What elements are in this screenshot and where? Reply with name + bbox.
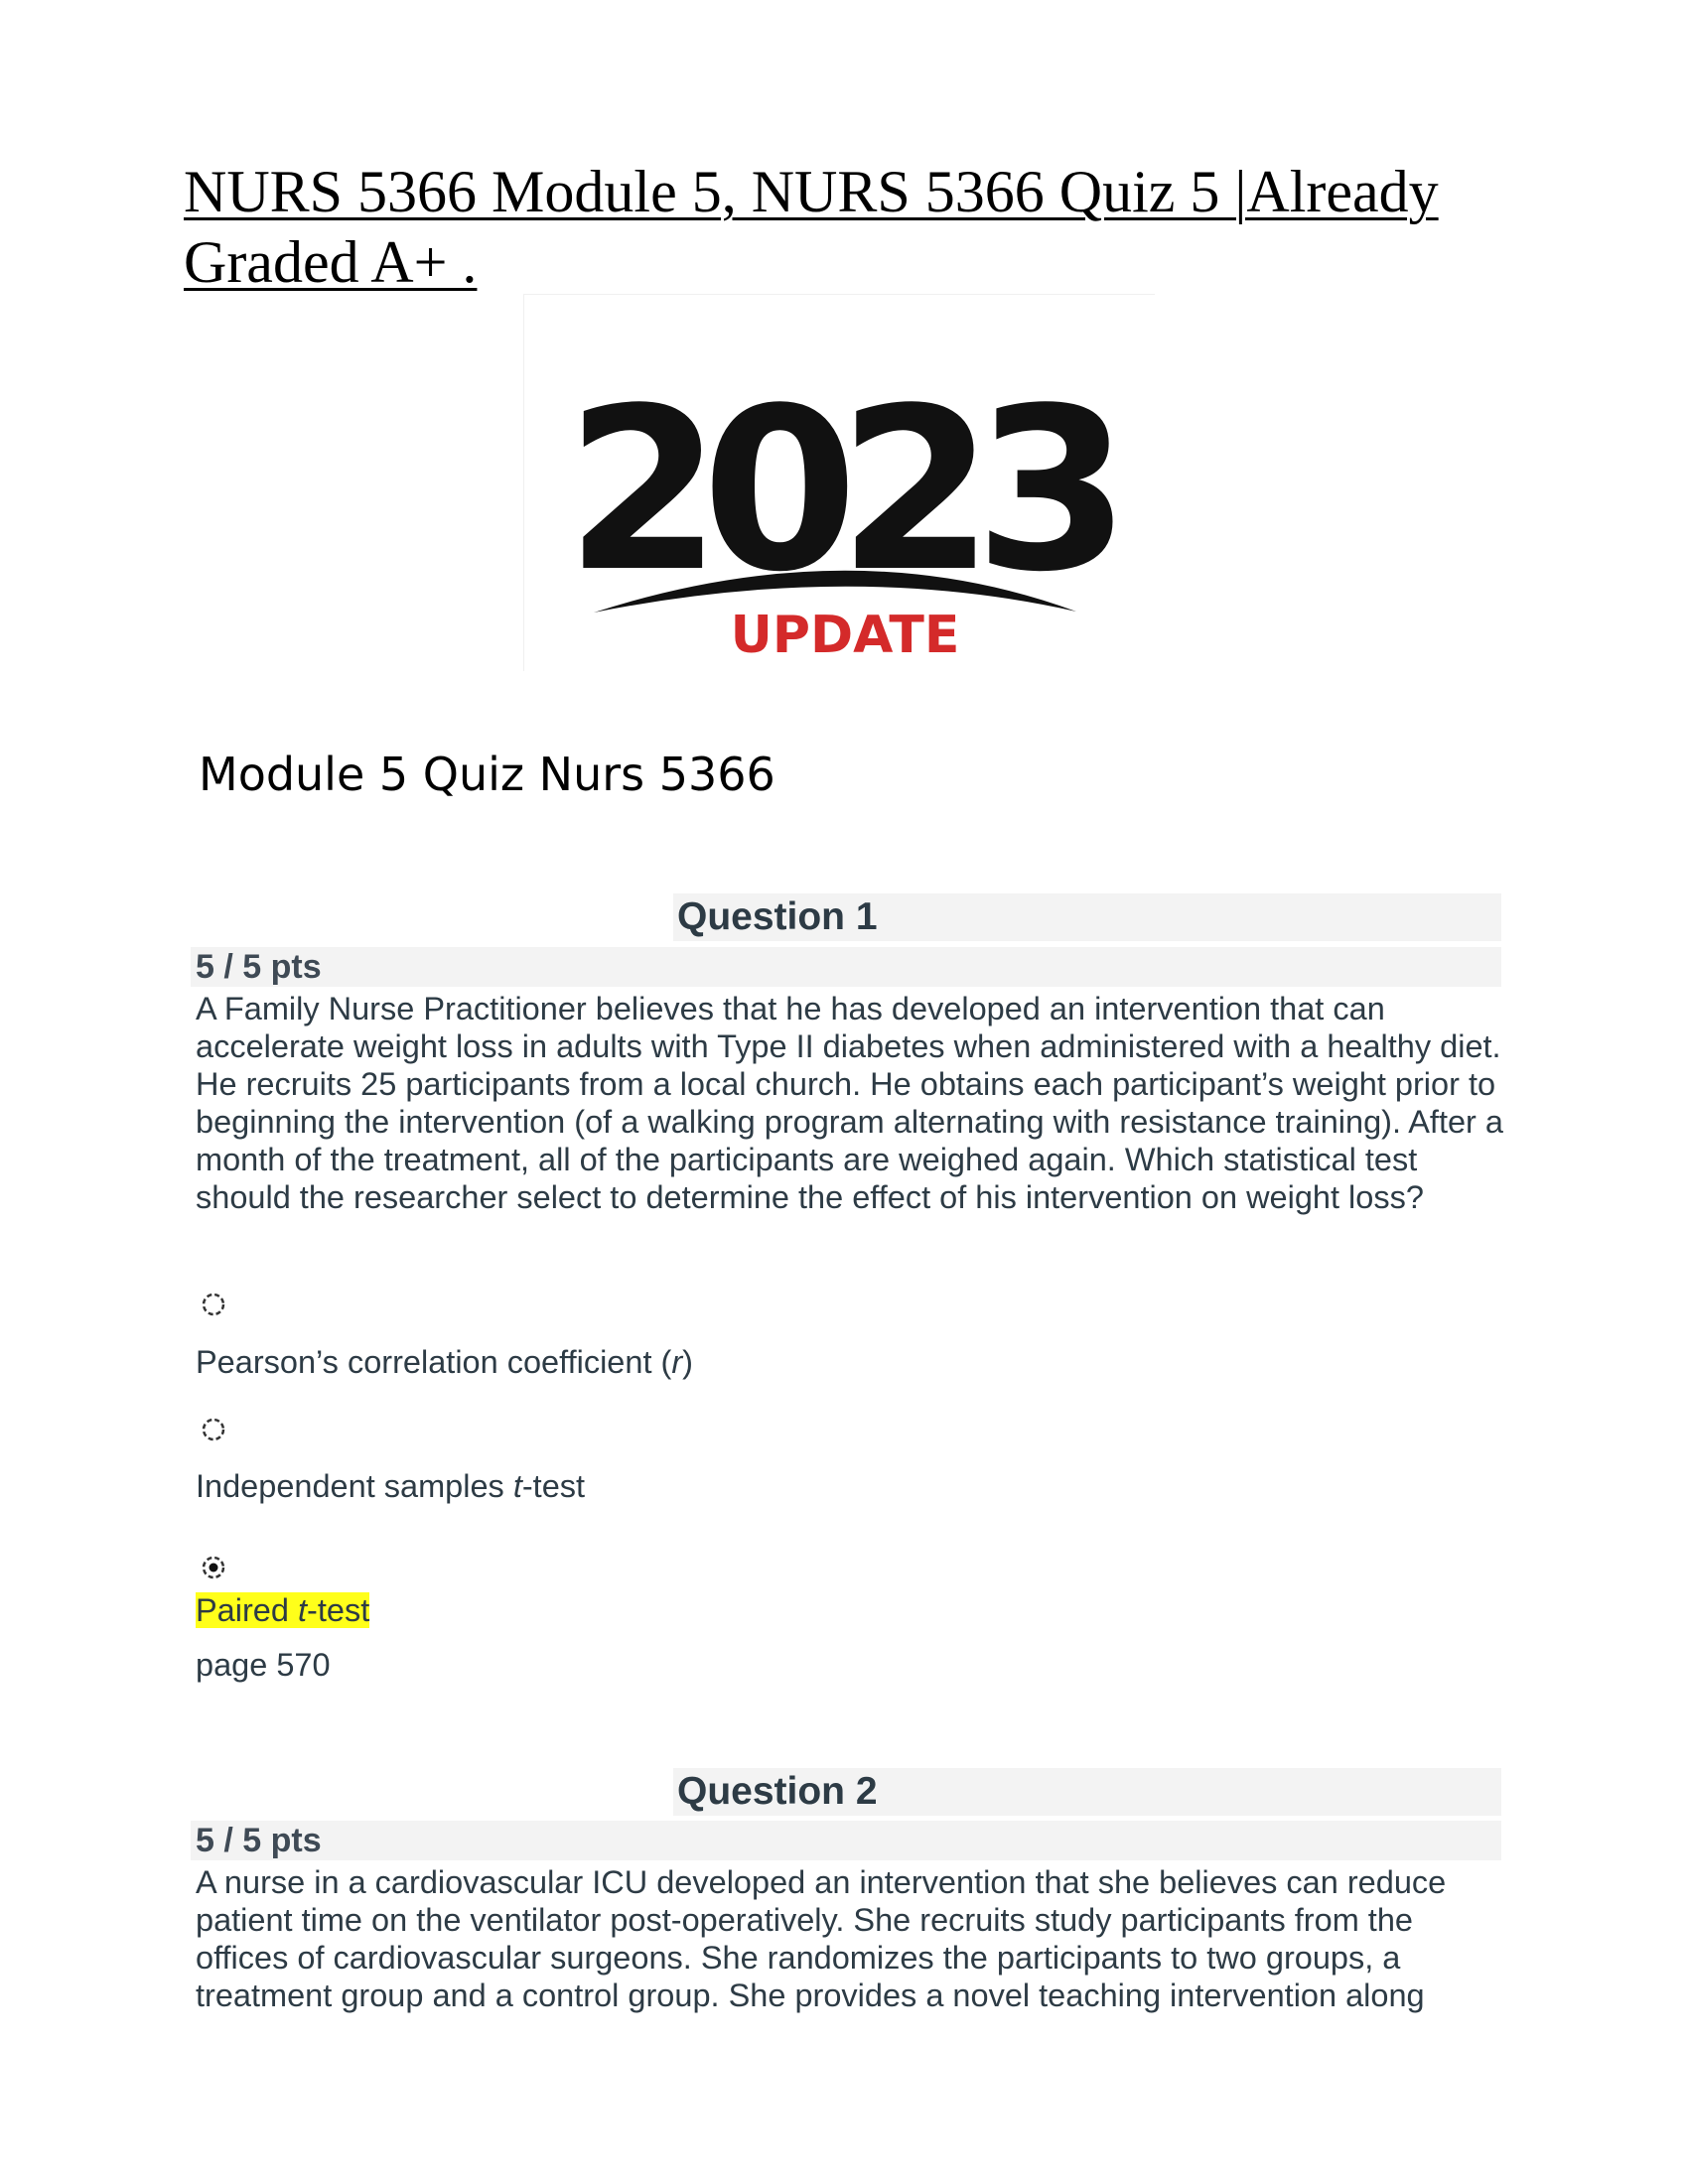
answer-2-text-before: Independent samples <box>196 1468 513 1504</box>
answer-2-text-after: -test <box>521 1468 586 1504</box>
question-1-reference: page 570 <box>196 1647 331 1683</box>
answer-3-highlight <box>196 1592 369 1628</box>
question-2-points: 5 / 5 pts <box>196 1822 322 1859</box>
document-title: NURS 5366 Module 5, NURS 5366 Quiz 5 |Already Graded A+ . <box>184 159 1439 295</box>
banner-year: 2023 <box>565 360 1111 621</box>
banner-label: UPDATE <box>730 606 960 665</box>
question-1-answer-2-radio[interactable] <box>201 1417 226 1442</box>
answer-3-text-after: -test <box>307 1592 370 1628</box>
question-2-points-bar <box>191 1821 1501 1860</box>
question-1-answer-3[interactable] <box>196 1590 369 1630</box>
update-banner-graphic <box>524 295 1156 672</box>
answer-1-text-before: Pearson’s correlation coefficient ( <box>196 1344 672 1380</box>
answer-2-text-italic: t <box>512 1468 522 1504</box>
question-1-points: 5 / 5 pts <box>196 948 322 986</box>
question-1-title: Question 1 <box>677 895 878 938</box>
question-2-text: A nurse in a cardiovascular ICU developed an intervention that she believes can reduce patient time on the ventilator post-operatively. She recruits study participants from the offices of cardiovascular surgeons. She randomizes the participants to two groups, a treatment group and a control group. She provides a novel teaching intervention along <box>196 1864 1447 2013</box>
question-1-points-bar <box>191 947 1501 987</box>
answer-3-text-before: Paired <box>196 1592 298 1628</box>
question-1-answer-1[interactable] <box>196 1342 693 1382</box>
answer-3-text-italic: t <box>297 1592 308 1628</box>
question-1-answer-3-radio-selected[interactable] <box>201 1555 226 1580</box>
question-1-text: A Family Nurse Practitioner believes that he has developed an intervention that can accelerate weight loss in adults with Type II diabetes when administered with a healthy diet. He recruits 25 participants from a local church. He obtains each participant’s weight prior to beginning the intervention (of a walking program alternating with resistance training). After a month of the treatment, all of the participants are weighed again. Which statistical test should the researcher select to determine the effect of his intervention on weight loss? <box>196 991 1503 1215</box>
question-1-answer-1-radio[interactable] <box>201 1292 226 1317</box>
quiz-heading: Module 5 Quiz Nurs 5366 <box>199 748 775 801</box>
question-1-answer-2[interactable] <box>196 1466 585 1506</box>
answer-1-text-after: ) <box>682 1344 693 1380</box>
question-2-title: Question 2 <box>677 1770 878 1813</box>
update-banner-image <box>523 294 1155 671</box>
answer-1-text-italic: r <box>671 1344 683 1380</box>
